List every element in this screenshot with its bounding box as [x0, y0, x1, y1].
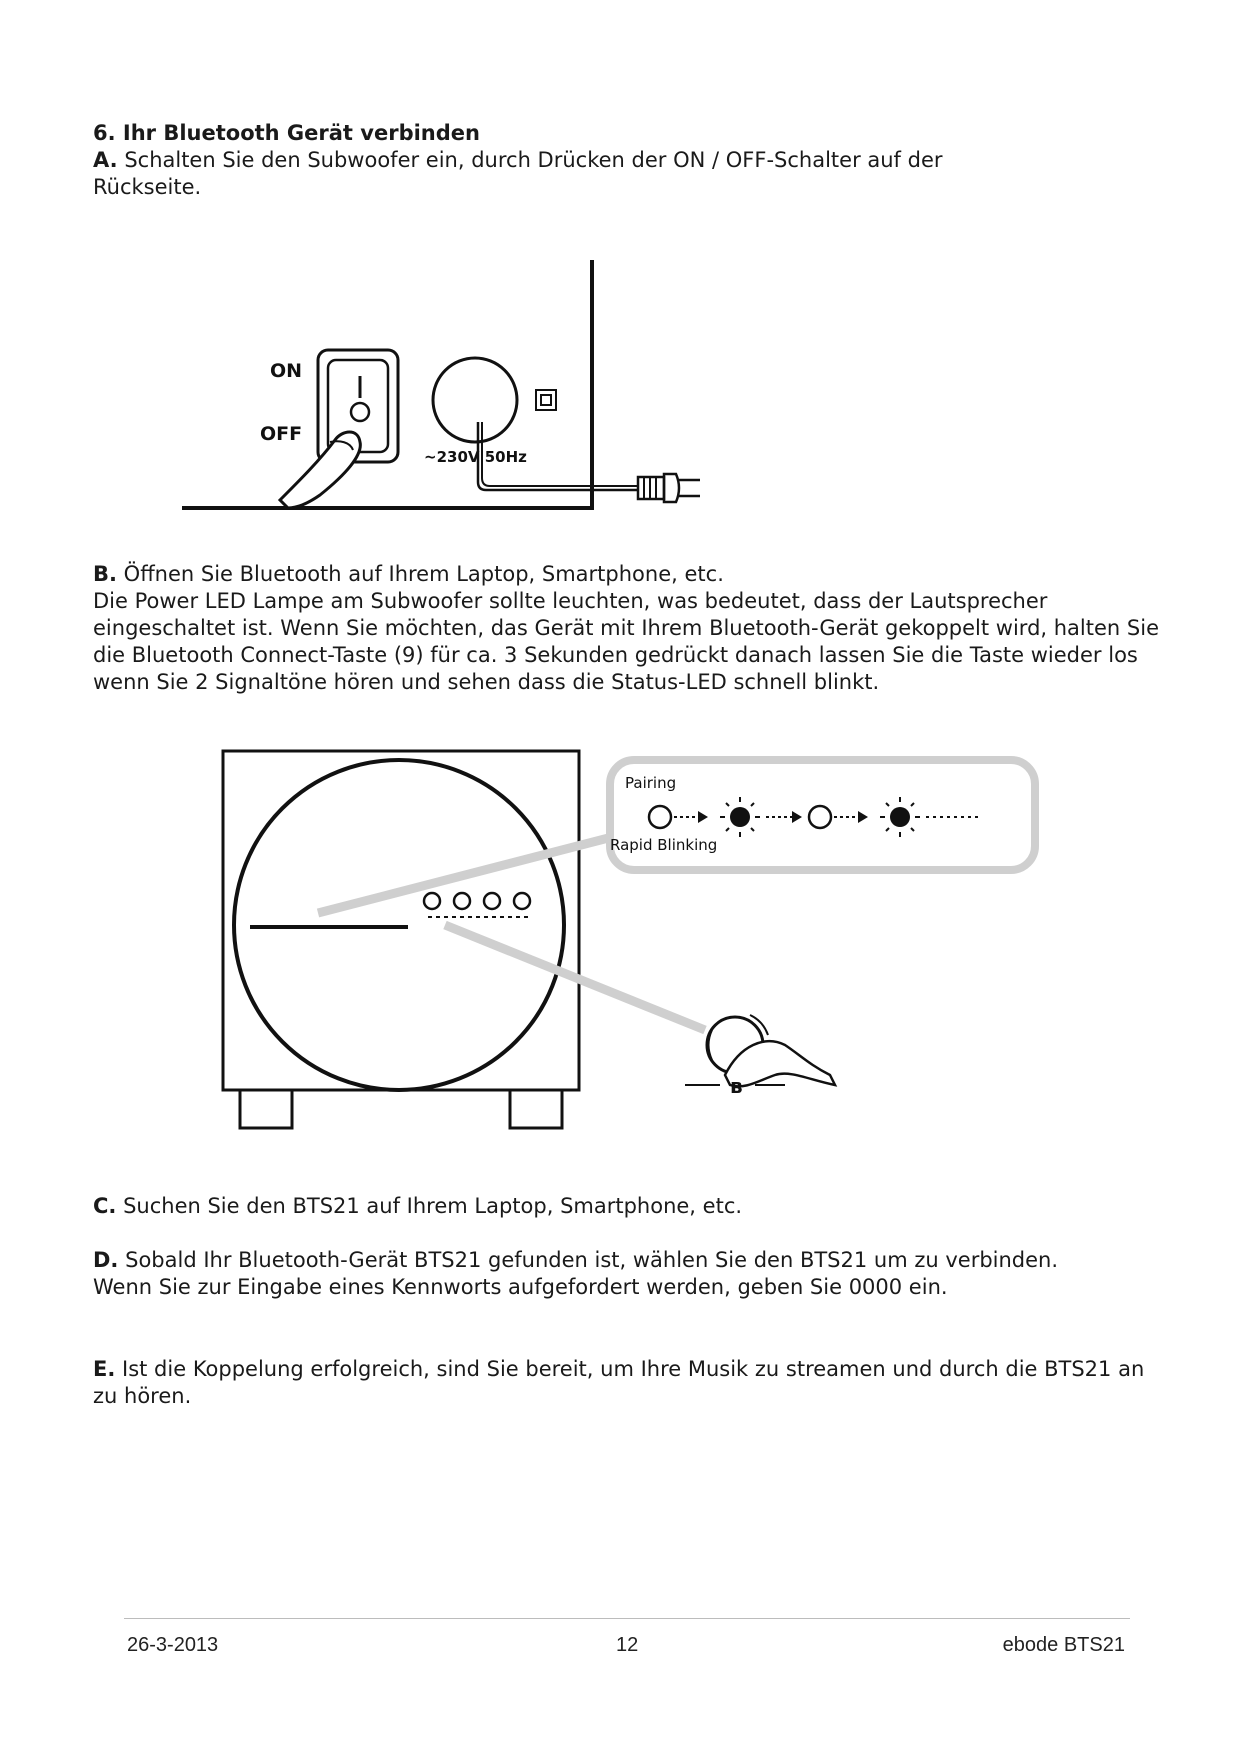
step-c-text: Suchen Sie den BTS21 auf Ihrem Laptop, Smartphone, etc.	[123, 1194, 743, 1218]
step-a-text: Schalten Sie den Subwoofer ein, durch Drücken der ON / OFF-Schalter auf der Rückseite.	[93, 148, 943, 199]
step-d-text: Sobald Ihr Bluetooth-Gerät BTS21 gefunden ist, wählen Sie den BTS21 um zu verbinden. Wenn Sie zur Eingabe eines Kennworts aufgefordert werden, geben Sie 0000 ein.	[93, 1248, 1059, 1299]
step-b-detail: Die Power LED Lampe am Subwoofer sollte leuchten, was bedeutet, dass der Lautsprecher eingeschaltet ist. Wenn Sie möchten, das Gerät mit Ihrem Bluetooth-Gerät gekoppelt wird, halten Sie die Bluetooth Connect-Taste (9) für ca. 3 Sekunden gedrückt danach lassen Sie die Taste wieder los wenn Sie 2 Signaltöne hören und sehen dass die Status-LED schnell blinkt.	[93, 589, 1159, 694]
footer-divider	[124, 1618, 1130, 1619]
off-label: OFF	[260, 423, 303, 445]
step-c	[93, 1193, 1173, 1220]
voltage-label: ~230V 50Hz	[424, 448, 527, 466]
step-e-text: Ist die Koppelung erfolgreich, sind Sie bereit, um Ihre Musik zu streamen und durch die BTS21 an zu hören.	[93, 1357, 1145, 1408]
step-a-label: A.	[93, 148, 118, 172]
step-a	[93, 147, 1043, 201]
step-c-label: C.	[93, 1194, 117, 1218]
svg-text:ʙ: ʙ	[730, 1074, 743, 1098]
step-e	[93, 1356, 1173, 1410]
footer-product: ebode BTS21	[1002, 1634, 1125, 1656]
step-b-text: Öffnen Sie Bluetooth auf Ihrem Laptop, Smartphone, etc.	[123, 562, 724, 586]
pairing-label: Pairing	[625, 774, 677, 792]
step-e-label: E.	[93, 1357, 116, 1381]
section-title: 6. Ihr Bluetooth Gerät verbinden	[93, 121, 480, 145]
step-d	[93, 1247, 1103, 1301]
step-b	[93, 561, 1173, 588]
rapid-blinking-label: Rapid Blinking	[610, 836, 718, 854]
step-d-label: D.	[93, 1248, 119, 1272]
power-switch-figure	[170, 250, 730, 520]
on-label: ON	[270, 360, 303, 382]
footer-date: 26-3-2013	[127, 1634, 219, 1656]
footer-page-number: 12	[616, 1634, 639, 1656]
step-b-label: B.	[93, 562, 117, 586]
pairing-figure	[200, 745, 1060, 1145]
